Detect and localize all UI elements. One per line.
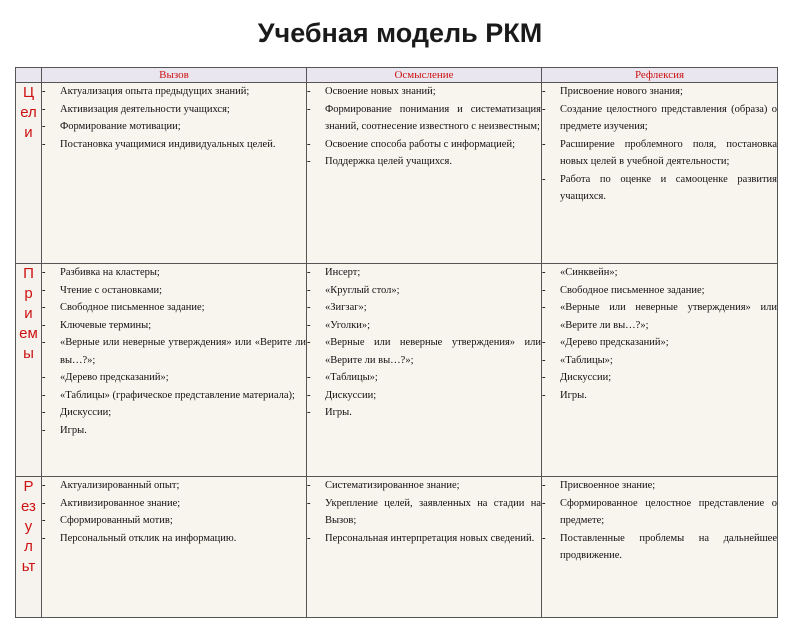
list-item: - «Зигзаг»;	[307, 299, 541, 317]
list-item: - Дискуссии;	[542, 369, 777, 387]
row-header-letter: и	[24, 124, 33, 141]
row-header-results	[16, 477, 42, 618]
list-item: - Освоение способа работы с информацией;	[307, 136, 541, 154]
list-item: - «Верные или неверные утверждения» или «Верите ли вы…?»;	[307, 334, 541, 369]
column-header-reflection: Рефлексия	[542, 68, 778, 83]
list-item: - «Синквейн»;	[542, 264, 777, 282]
list-item: - Постановка учащимися индивидуальных целей.	[42, 136, 306, 154]
row-header-letter: и	[24, 305, 33, 322]
list-item: - Персональный отклик на информацию.	[42, 530, 306, 548]
techniques-challenge-cell	[42, 264, 307, 477]
list-item: - Игры.	[42, 422, 306, 440]
results-reflection-cell	[542, 477, 778, 618]
row-header-goals	[16, 83, 42, 264]
row-header-letter: ы	[23, 345, 34, 362]
list-item: - Разбивка на кластеры;	[42, 264, 306, 282]
list-item: - «Верные или неверные утверждения» или «Верите ли вы…?»;	[542, 299, 777, 334]
row-header-letter: ьт	[21, 558, 36, 575]
list-item: - Формирование понимания и систематизация знаний, соотнесение известного с неизвестным;	[307, 101, 541, 136]
list-item: - Присвоенное знание;	[542, 477, 777, 495]
row-header-letter: П	[23, 265, 34, 282]
list-item: - Игры.	[542, 387, 777, 405]
list-item: - Свободное письменное задание;	[42, 299, 306, 317]
list-item: - «Таблицы» (графическое представление материала);	[42, 387, 306, 405]
row-header-letter: л	[24, 538, 33, 555]
table-row-techniques	[16, 264, 778, 477]
table-row-results	[16, 477, 778, 618]
list-item: - Дискуссии;	[307, 387, 541, 405]
row-header-letter: Ц	[22, 84, 35, 101]
list-item: - Поставленные проблемы на дальнейшее продвижение.	[542, 530, 777, 565]
list-item: - «Таблицы»;	[542, 352, 777, 370]
list-item: - «Уголки»;	[307, 317, 541, 335]
row-header-techniques	[16, 264, 42, 477]
row-header-letter: ем	[19, 325, 38, 342]
list-item: - Актуализация опыта предыдущих знаний;	[42, 83, 306, 101]
results-challenge-cell	[42, 477, 307, 618]
list-item: - Расширение проблемного поля, постановка новых целей в учебной деятельности;	[542, 136, 777, 171]
list-item: - Дискуссии;	[42, 404, 306, 422]
row-header-letter: Р	[23, 478, 34, 495]
table-row-goals	[16, 83, 778, 264]
goals-comprehension-cell	[307, 83, 542, 264]
list-item: - Присвоение нового знания;	[542, 83, 777, 101]
row-header-letter: р	[24, 285, 33, 302]
row-header-letter: ел	[20, 104, 37, 121]
list-item: - Активизированное знание;	[42, 495, 306, 513]
row-header-letter: ез	[21, 498, 36, 515]
list-item: - Укрепление целей, заявленных на стадии на Вызов;	[307, 495, 541, 530]
list-item: - Работа по оценке и самооценке развития учащихся.	[542, 171, 777, 206]
list-item: - Чтение с остановками;	[42, 282, 306, 300]
goals-reflection-cell	[542, 83, 778, 264]
row-header-letter: у	[24, 518, 33, 535]
list-item: - Сформированное целостное представление о предмете;	[542, 495, 777, 530]
results-comprehension-cell	[307, 477, 542, 618]
list-item: - Актуализированный опыт;	[42, 477, 306, 495]
list-item: - «Таблицы»;	[307, 369, 541, 387]
list-item: - «Круглый стол»;	[307, 282, 541, 300]
list-item: - Игры.	[307, 404, 541, 422]
list-item: - Сформированный мотив;	[42, 512, 306, 530]
list-item: - Формирование мотивации;	[42, 118, 306, 136]
list-item: - Инсерт;	[307, 264, 541, 282]
table-corner-cell	[16, 68, 42, 83]
list-item: - Поддержка целей учащихся.	[307, 153, 541, 171]
rkm-model-table	[15, 67, 778, 618]
list-item: - Персональная интерпретация новых сведений.	[307, 530, 541, 548]
list-item: - Ключевые термины;	[42, 317, 306, 335]
techniques-reflection-cell	[542, 264, 778, 477]
column-header-comprehension: Осмысление	[307, 68, 542, 83]
column-header-challenge: Вызов	[42, 68, 307, 83]
list-item: - «Дерево предсказаний»;	[542, 334, 777, 352]
list-item: - Освоение новых знаний;	[307, 83, 541, 101]
list-item: - Систематизированное знание;	[307, 477, 541, 495]
goals-challenge-cell	[42, 83, 307, 264]
list-item: - «Верные или неверные утверждения» или «Верите ли вы…?»;	[42, 334, 306, 369]
list-item: - «Дерево предсказаний»;	[42, 369, 306, 387]
techniques-comprehension-cell	[307, 264, 542, 477]
page-title: Учебная модель РКМ	[257, 18, 543, 48]
list-item: - Свободное письменное задание;	[542, 282, 777, 300]
list-item: - Активизация деятельности учащихся;	[42, 101, 306, 119]
list-item: - Создание целостного представления (образа) о предмете изучения;	[542, 101, 777, 136]
